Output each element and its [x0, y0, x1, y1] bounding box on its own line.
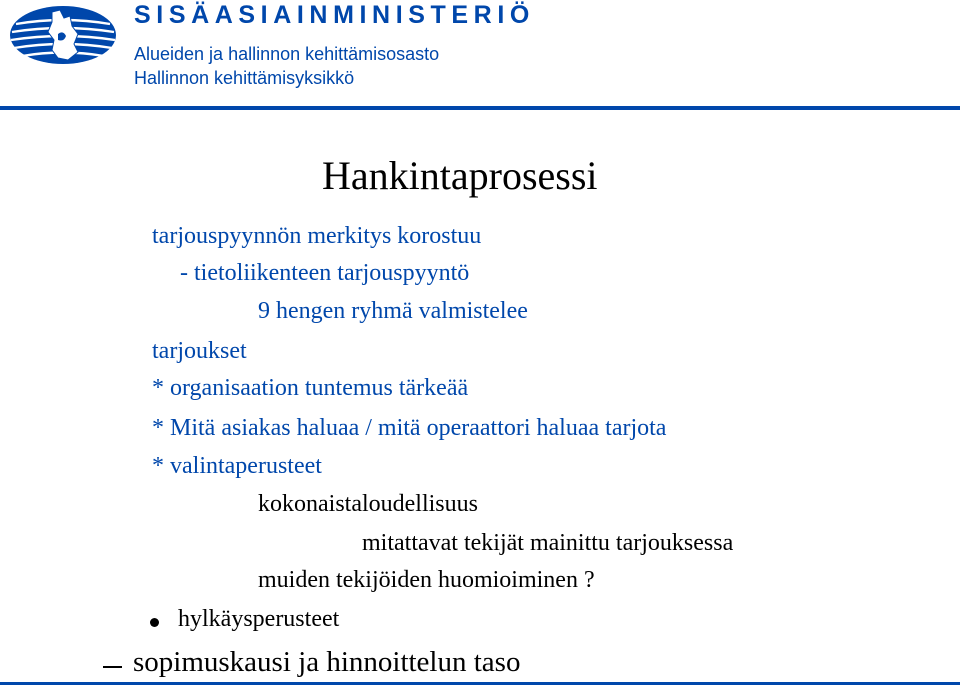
body-line: tarjoukset — [152, 338, 247, 364]
bullet-item-large: sopimuskausi ja hinnoittelun taso — [133, 646, 521, 678]
slide-title: Hankintaprosessi — [322, 153, 598, 198]
dash-bullet-icon — [103, 666, 122, 668]
unit-name: Hallinnon kehittämisyksikkö — [134, 68, 355, 88]
body-line: * Mitä asiakas haluaa / mitä operaattori haluaa tarjota — [152, 415, 667, 441]
body-line: mitattavat tekijät mainittu tarjouksessa — [362, 530, 734, 556]
bullet-icon — [150, 618, 159, 627]
body-line: * valintaperusteet — [152, 453, 322, 479]
body-line: - tietoliikenteen tarjouspyyntö — [180, 260, 470, 286]
body-line: 9 hengen ryhmä valmistelee — [258, 298, 528, 324]
body-line: tarjouspyynnön merkitys korostuu — [152, 223, 482, 249]
header-divider — [0, 106, 960, 110]
body-line: kokonaistaloudellisuus — [258, 491, 478, 517]
bullet-item: hylkäysperusteet — [178, 606, 340, 632]
ministry-logo-icon — [8, 4, 118, 66]
body-line: muiden tekijöiden huomioiminen ? — [258, 567, 595, 593]
ministry-name: SISÄASIAINMINISTERIÖ — [134, 1, 535, 29]
body-line: * organisaation tuntemus tärkeää — [152, 375, 469, 401]
department-name: Alueiden ja hallinnon kehittämisosasto — [134, 44, 440, 64]
